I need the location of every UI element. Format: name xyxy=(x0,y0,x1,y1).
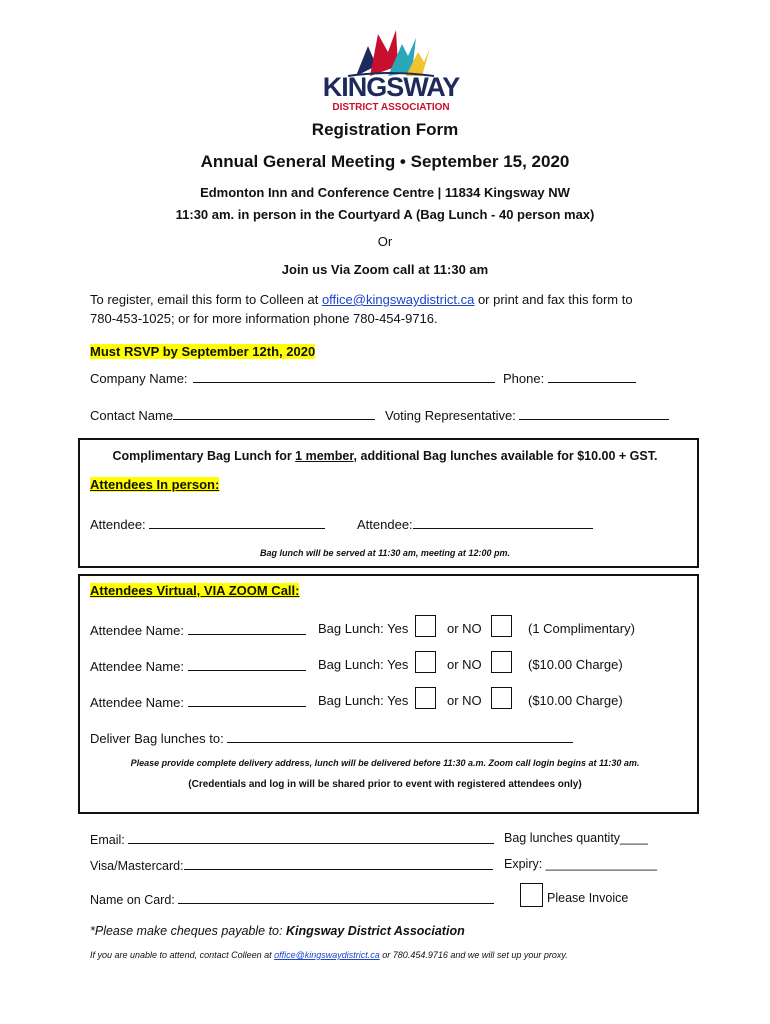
bag-lunch-no-checkbox[interactable] xyxy=(491,651,512,673)
virtual-attendee-row-2 xyxy=(90,657,306,674)
logo-text-main: KINGSWAY xyxy=(322,72,460,102)
voting-field[interactable] xyxy=(519,406,669,420)
company-label: Company Name: xyxy=(90,371,188,386)
contact-field[interactable] xyxy=(173,406,375,420)
email-field[interactable] xyxy=(128,831,494,844)
cheques-note xyxy=(90,924,465,938)
proxy-text-1: If you are unable to attend, contact Colleen at xyxy=(90,950,275,960)
credentials-note: (Credentials and log in will be shared prior to event with registered attendees only) xyxy=(188,779,582,790)
bag-lunch-yes-checkbox[interactable] xyxy=(415,615,436,637)
card-row xyxy=(90,857,493,873)
virtual-heading xyxy=(90,583,299,598)
deliver-row xyxy=(90,729,573,746)
cheques-payee: Kingsway District Association xyxy=(285,924,465,938)
venue-line: Edmonton Inn and Conference Centre | 11834 Kingsway NW xyxy=(200,185,570,200)
virtual-attendee-field[interactable] xyxy=(188,693,306,707)
virtual-attendee-row-1 xyxy=(90,621,306,638)
bag-lunch-note-c: additional Bag lunches available for $10.00 + GST. xyxy=(357,449,658,463)
bag-lunch-yes-checkbox[interactable] xyxy=(415,651,436,673)
virtual-attendee-label: Attendee Name: xyxy=(90,659,184,674)
card-label: Visa/Mastercard: xyxy=(90,859,184,873)
serving-note: Bag lunch will be served at 11:30 am, meeting at 12:00 pm. xyxy=(260,548,510,558)
bag-lunch-charge-note: ($10.00 Charge) xyxy=(528,657,623,672)
proxy-note xyxy=(90,950,730,960)
logo-mark-icon xyxy=(318,26,464,78)
phone-row xyxy=(503,369,636,386)
in-person-heading xyxy=(90,477,219,492)
virtual-attendee-row-3 xyxy=(90,693,306,710)
invoice-label: Please Invoice xyxy=(547,891,629,905)
attendee-label-1: Attendee: xyxy=(90,517,146,532)
cheques-text: *Please make cheques payable to: xyxy=(90,924,286,938)
bag-lunch-note xyxy=(0,449,770,463)
bag-lunch-charge-note: ($10.00 Charge) xyxy=(528,693,623,708)
virtual-heading-text: Attendees Virtual, VIA ZOOM Call: xyxy=(90,583,300,598)
or-text: Or xyxy=(377,234,393,249)
bag-lunch-yes-label: Bag Lunch: Yes xyxy=(318,693,409,708)
proxy-email-link[interactable]: office@kingswaydistrict.ca xyxy=(274,950,380,960)
contact-label: Contact Name xyxy=(90,408,174,423)
bag-lunch-no-label: or NO xyxy=(447,657,482,672)
name-on-card-label: Name on Card: xyxy=(90,893,175,907)
bag-lunch-no-label: or NO xyxy=(447,621,482,636)
logo-text-sub: DISTRICT ASSOCIATION xyxy=(332,102,450,113)
voting-row xyxy=(385,406,669,423)
bag-lunch-note-b: 1 member, xyxy=(295,449,358,463)
intro-text-3: 780-453-1025; or for more information phone 780-454-9716. xyxy=(90,311,438,326)
virtual-attendee-label: Attendee Name: xyxy=(90,623,184,638)
logo xyxy=(318,26,464,116)
bag-lunch-yes-checkbox[interactable] xyxy=(415,687,436,709)
phone-field[interactable] xyxy=(548,369,636,383)
bag-lunch-yes-label: Bag Lunch: Yes xyxy=(318,657,409,672)
attendee-row-1 xyxy=(90,515,325,532)
expiry-field[interactable]: Expiry: ________________ xyxy=(504,857,657,871)
card-number-field[interactable] xyxy=(184,857,493,870)
bag-lunch-no-checkbox[interactable] xyxy=(491,687,512,709)
name-on-card-field[interactable] xyxy=(178,891,494,904)
rsvp-text: Must RSVP by September 12th, 2020 xyxy=(90,344,316,359)
zoom-line: Join us Via Zoom call at 11:30 am xyxy=(281,262,489,277)
phone-label: Phone: xyxy=(503,371,545,386)
intro-email-link[interactable]: office@kingswaydistrict.ca xyxy=(321,292,475,307)
name-on-card-row xyxy=(90,891,494,907)
bag-lunch-quantity[interactable]: Bag lunches quantity____ xyxy=(504,831,648,845)
virtual-attendee-field[interactable] xyxy=(188,621,306,635)
in-person-heading-text: Attendees In person: xyxy=(90,477,220,492)
intro-paragraph xyxy=(90,290,690,328)
bag-lunch-charge-note: (1 Complimentary) xyxy=(528,621,635,636)
attendee-field-2[interactable] xyxy=(413,515,593,529)
company-field[interactable] xyxy=(193,369,495,383)
attendee-label-2: Attendee: xyxy=(357,517,413,532)
in-person-line: 11:30 am. in person in the Courtyard A (Bag Lunch - 40 person max) xyxy=(175,207,595,222)
invoice-checkbox[interactable] xyxy=(520,883,543,907)
bag-lunch-note-a: Complimentary Bag Lunch for xyxy=(112,449,296,463)
form-title: Registration Form xyxy=(311,120,459,139)
intro-text-2: or print and fax this form to xyxy=(474,292,633,307)
attendee-row-2 xyxy=(357,515,593,532)
bag-lunch-no-checkbox[interactable] xyxy=(491,615,512,637)
contact-row xyxy=(90,406,375,423)
virtual-attendee-field[interactable] xyxy=(188,657,306,671)
rsvp-deadline xyxy=(90,344,315,359)
intro-text-1: To register, email this form to Colleen at xyxy=(90,292,322,307)
virtual-attendee-label: Attendee Name: xyxy=(90,695,184,710)
attendee-field-1[interactable] xyxy=(149,515,325,529)
bag-lunch-no-label: or NO xyxy=(447,693,482,708)
bag-lunch-yes-label: Bag Lunch: Yes xyxy=(318,621,409,636)
proxy-text-2: or 780.454.9716 and we will set up your proxy. xyxy=(379,950,568,960)
email-label: Email: xyxy=(90,833,125,847)
deliver-label: Deliver Bag lunches to: xyxy=(90,731,224,746)
email-row xyxy=(90,831,494,847)
meeting-title: Annual General Meeting • September 15, 2020 xyxy=(200,152,570,171)
deliver-address-field[interactable] xyxy=(227,729,573,743)
voting-label: Voting Representative: xyxy=(385,408,516,423)
delivery-note: Please provide complete delivery address, lunch will be delivered before 11:30 a.m. Zoom call login begins at 11:30 am. xyxy=(130,758,640,768)
